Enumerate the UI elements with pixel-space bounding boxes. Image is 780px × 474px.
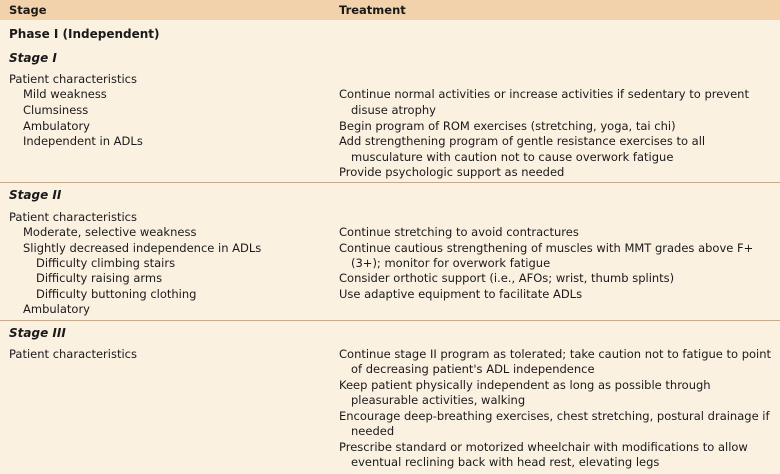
- stage-3-treatment: Keep patient physically independent as long as possible through: [339, 378, 711, 392]
- stage-1-treatment: Provide psychologic support as needed: [339, 165, 565, 179]
- header-treatment: Treatment: [339, 3, 406, 17]
- stage-2-characteristic: Moderate, selective weakness: [23, 225, 197, 239]
- stage-2-treatment: Continue stretching to avoid contractures: [339, 225, 579, 239]
- stage-3-title: Stage III: [9, 326, 66, 340]
- stage-1-treatment: Add strengthening program of gentle resistance exercises to all: [339, 134, 706, 148]
- stage-3-treatment: of decreasing patient's ADL independence: [351, 362, 595, 376]
- stage-3-characteristics-label: Patient characteristics: [9, 347, 137, 361]
- stage-2-treatment: Use adaptive equipment to facilitate ADLs: [339, 287, 583, 301]
- stage-3-treatment: Prescribe standard or motorized wheelchair with modifications to allow: [339, 440, 748, 454]
- stage-2-treatment: (3+); monitor for overwork fatigue: [351, 256, 551, 270]
- stage-1-characteristic: Ambulatory: [23, 119, 90, 133]
- header-stage: Stage: [9, 3, 47, 17]
- stage-3-treatment: needed: [351, 424, 395, 438]
- stage-1-characteristic: Independent in ADLs: [23, 134, 143, 148]
- stage-2-characteristic: Ambulatory: [23, 302, 90, 316]
- stage-1-treatment: musculature with caution not to cause overwork fatigue: [351, 150, 674, 164]
- stage-2-characteristics-label: Patient characteristics: [9, 210, 137, 224]
- stage-2-title: Stage II: [9, 188, 62, 202]
- stage-1-title: Stage I: [9, 51, 57, 65]
- phase-title: Phase I (Independent): [9, 27, 160, 41]
- stage-3-treatment: pleasurable activities, walking: [351, 393, 526, 407]
- stage-2-characteristic: Difficulty buttoning clothing: [36, 287, 197, 301]
- stage-3-treatment: Encourage deep-breathing exercises, chest stretching, postural drainage if: [339, 409, 770, 423]
- stage-3-treatment: Continue stage II program as tolerated; take caution not to fatigue to point: [339, 347, 772, 361]
- stage-2-characteristic: Slightly decreased independence in ADLs: [23, 241, 262, 255]
- stage-1-characteristic: Clumsiness: [23, 103, 89, 117]
- stage-2-characteristic: Difficulty raising arms: [36, 271, 163, 285]
- stage-2-treatment: Consider orthotic support (i.e., AFOs; wrist, thumb splints): [339, 271, 675, 285]
- stage-1-treatment: Continue normal activities or increase activities if sedentary to prevent: [339, 87, 749, 101]
- stage-2-treatment: Continue cautious strengthening of muscles with MMT grades above F+: [339, 241, 754, 255]
- stage-1-treatment: disuse atrophy: [351, 103, 436, 117]
- stage-3-treatment: eventual reclining back with head rest, elevating legs: [351, 455, 660, 469]
- stage-1-characteristics-label: Patient characteristics: [9, 72, 137, 86]
- stage-divider: [0, 182, 780, 183]
- stage-2-characteristic: Difficulty climbing stairs: [36, 256, 176, 270]
- stage-1-characteristic: Mild weakness: [23, 87, 107, 101]
- stage-1-treatment: Begin program of ROM exercises (stretching, yoga, tai chi): [339, 119, 676, 133]
- table-header: [0, 0, 780, 20]
- stage-divider: [0, 320, 780, 321]
